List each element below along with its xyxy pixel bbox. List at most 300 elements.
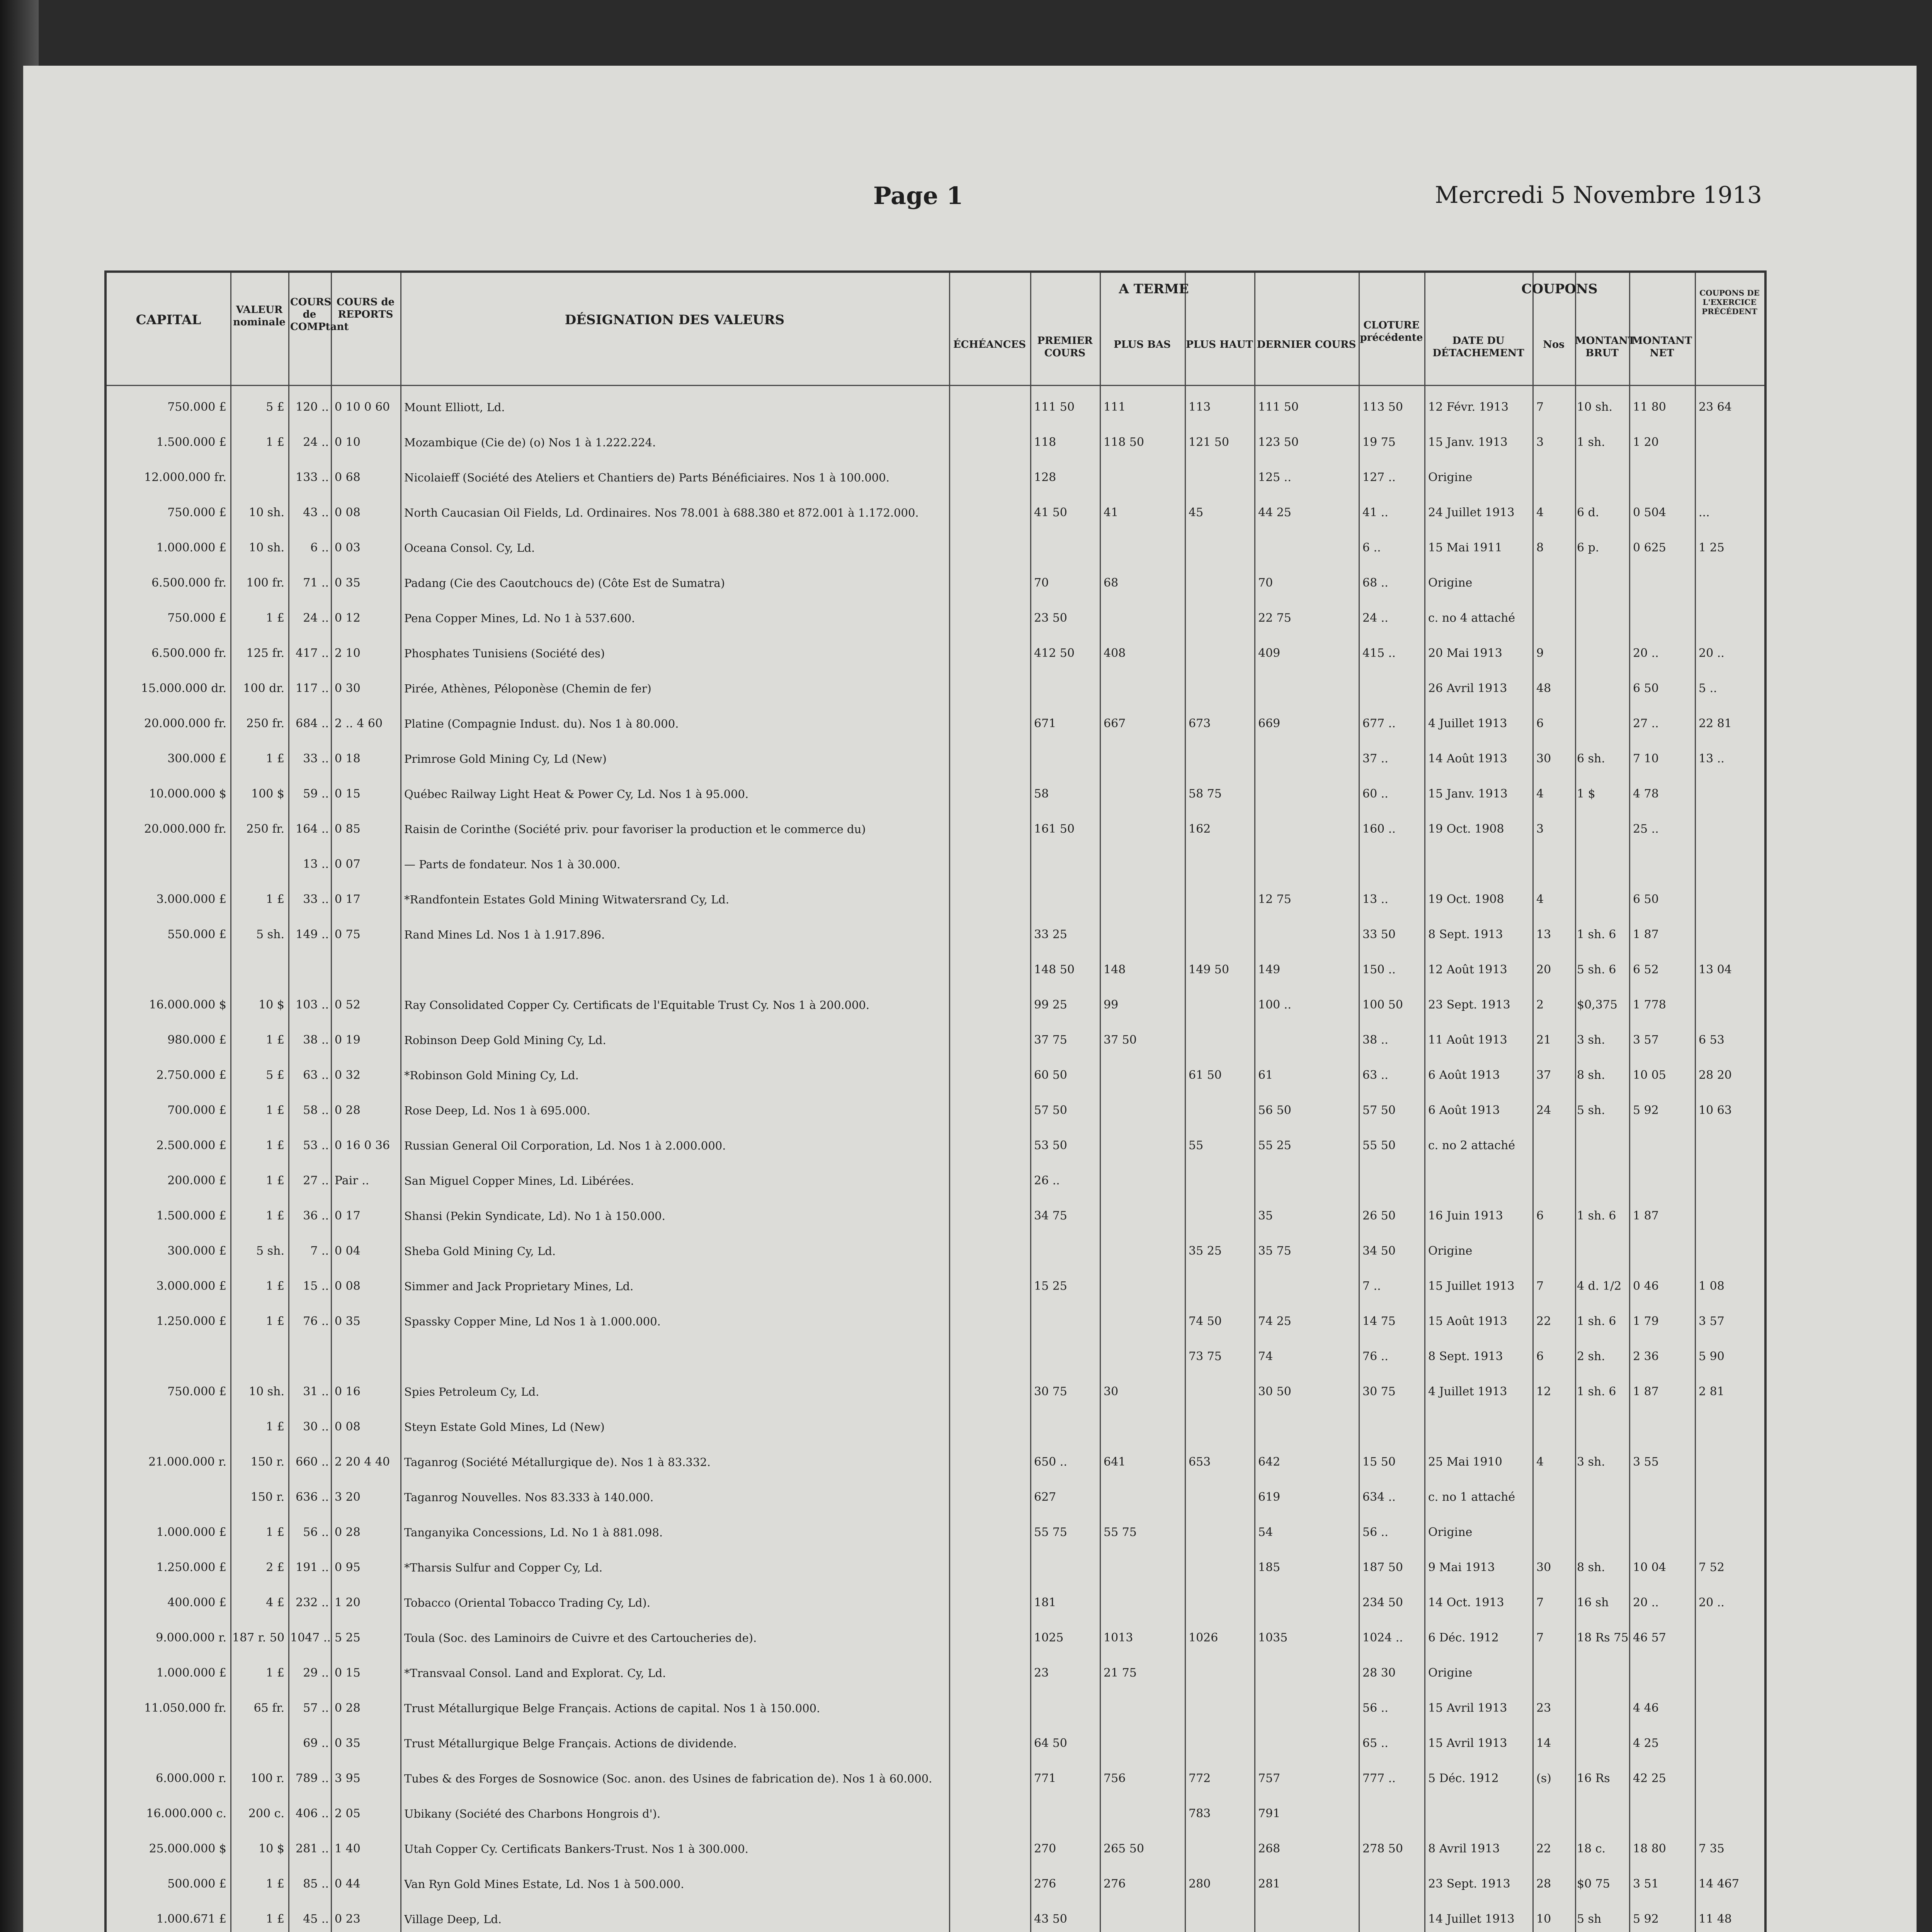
row-reports: 5 25 [335, 1631, 361, 1645]
row-prec: 1 08 [1699, 1279, 1725, 1293]
row-no: 13 [1536, 928, 1551, 941]
row-brut: 1 sh. 6 [1577, 1209, 1616, 1223]
row-cloture: 30 75 [1362, 1385, 1396, 1398]
row-nominal: 10 sh. [249, 1385, 284, 1398]
row-prec: 2 81 [1699, 1385, 1725, 1398]
row-capital: 6.000.000 r. [156, 1772, 226, 1785]
row-premier: 111 50 [1034, 400, 1075, 414]
row-no: 28 [1536, 1877, 1551, 1891]
row-bas: 41 [1104, 506, 1119, 519]
row-comp: 56 .. [303, 1526, 329, 1539]
row-reports: 0 85 [335, 822, 361, 836]
header-montant-net: MONTANT NET [1631, 335, 1692, 359]
row-cloture: 41 .. [1362, 506, 1388, 519]
row-dernier: 409 [1258, 646, 1281, 660]
row-capital: 1.000.671 £ [156, 1912, 226, 1926]
row-haut: 280 [1189, 1877, 1211, 1891]
row-premier: 53 50 [1034, 1139, 1067, 1152]
row-name: Phosphates Tunisiens (Société des) [404, 647, 605, 660]
row-nominal: 200 c. [248, 1807, 284, 1820]
page-number: Page 1 [873, 182, 963, 210]
row-name: Raisin de Corinthe (Société priv. pour favoriser la production et le commerce du) [404, 823, 866, 836]
row-date: 14 Août 1913 [1428, 752, 1507, 765]
row-brut: 1 sh. 6 [1577, 1315, 1616, 1328]
row-date: 15 Janv. 1913 [1428, 435, 1508, 449]
row-dernier: 100 .. [1258, 998, 1291, 1012]
row-capital: 20.000.000 fr. [144, 717, 226, 730]
col-divider [400, 273, 401, 1932]
row-nominal: 100 $ [251, 787, 284, 801]
row-reports: 0 17 [335, 1209, 361, 1223]
row-haut: 58 75 [1189, 787, 1222, 801]
row-comp: 1047 .. [290, 1631, 331, 1645]
row-capital: 300.000 £ [167, 752, 226, 765]
row-bas: 55 75 [1104, 1526, 1137, 1539]
row-reports: 0 44 [335, 1877, 361, 1891]
row-reports: 3 20 [335, 1490, 361, 1504]
row-brut: 2 sh. [1577, 1350, 1605, 1363]
row-no: 6 [1536, 1209, 1544, 1223]
row-name: Primrose Gold Mining Cy, Ld (New) [404, 752, 607, 765]
row-reports: Pair .. [335, 1174, 369, 1187]
row-no: 22 [1536, 1315, 1551, 1328]
row-name: Simmer and Jack Proprietary Mines, Ld. [404, 1280, 634, 1293]
row-nominal: 5 sh. [256, 928, 284, 941]
row-premier: 23 50 [1034, 611, 1067, 625]
row-dernier: 70 [1258, 576, 1273, 590]
row-name: *Transvaal Consol. Land and Explorat. Cy, Ld. [404, 1667, 666, 1680]
row-capital: 2.500.000 £ [156, 1139, 226, 1152]
row-reports: 0 28 [335, 1701, 361, 1715]
row-name: Ubikany (Société des Charbons Hongrois d'). [404, 1807, 661, 1820]
row-brut: 16 Rs [1577, 1772, 1610, 1785]
row-dernier: 1035 [1258, 1631, 1288, 1645]
row-bas: 21 75 [1104, 1666, 1137, 1680]
row-no: 7 [1536, 1596, 1544, 1609]
row-brut: 5 sh [1577, 1912, 1602, 1926]
row-name: Tobacco (Oriental Tobacco Trading Cy, Ld). [404, 1596, 650, 1609]
row-nominal: 150 r. [250, 1455, 284, 1469]
row-nominal: 100 fr. [246, 576, 284, 590]
row-reports: 0 17 [335, 893, 361, 906]
header-montant-brut: MONTANT BRUT [1575, 335, 1636, 359]
row-premier: 276 [1034, 1877, 1056, 1891]
row-reports: 3 95 [335, 1772, 361, 1785]
row-date: 19 Oct. 1908 [1428, 822, 1504, 836]
row-date: Origine [1428, 1666, 1473, 1680]
row-comp: 31 .. [303, 1385, 329, 1398]
row-comp: 63 .. [303, 1068, 329, 1082]
row-cloture: 100 50 [1362, 998, 1403, 1012]
row-bas: 68 [1104, 576, 1119, 590]
row-cloture: 234 50 [1362, 1596, 1403, 1609]
row-comp: 53 .. [303, 1139, 329, 1152]
row-net: 42 25 [1633, 1772, 1666, 1785]
row-dernier: 35 75 [1258, 1244, 1291, 1258]
col-divider [1100, 273, 1101, 1932]
row-premier: 57 50 [1034, 1104, 1067, 1117]
row-bas: 148 [1104, 963, 1126, 976]
row-comp: 59 .. [303, 787, 329, 801]
row-date: 25 Mai 1910 [1428, 1455, 1502, 1469]
col-divider [1254, 273, 1255, 1932]
row-nominal: 187 r. 50 [232, 1631, 285, 1645]
row-prec: 20 .. [1699, 1596, 1725, 1609]
row-cloture: 113 50 [1362, 400, 1403, 414]
row-dernier: 74 [1258, 1350, 1273, 1363]
row-capital: 20.000.000 fr. [144, 822, 226, 836]
row-brut: 1 sh. 6 [1577, 1385, 1616, 1398]
row-bas: 276 [1104, 1877, 1126, 1891]
row-date: 8 Sept. 1913 [1428, 1350, 1503, 1363]
row-premier: 60 50 [1034, 1068, 1067, 1082]
row-bas: 756 [1104, 1772, 1126, 1785]
row-cloture: 677 .. [1362, 717, 1396, 730]
row-name: *Randfontein Estates Gold Mining Witwatersrand Cy, Ld. [404, 893, 730, 906]
row-capital: 25.000.000 $ [149, 1842, 226, 1855]
row-nominal: 250 fr. [246, 717, 284, 730]
row-nominal: 1 £ [266, 435, 284, 449]
row-net: 20 .. [1633, 646, 1659, 660]
row-name: Trust Métallurgique Belge Français. Actions de dividende. [404, 1737, 737, 1750]
row-reports: 1 40 [335, 1842, 361, 1855]
header-capital: CAPITAL [136, 312, 201, 328]
row-cloture: 14 75 [1362, 1315, 1396, 1328]
row-net: 1 87 [1633, 1209, 1659, 1223]
row-date: 4 Juillet 1913 [1428, 1385, 1507, 1398]
row-haut: 772 [1189, 1772, 1211, 1785]
row-cloture: 56 .. [1362, 1701, 1388, 1715]
row-net: 1 20 [1633, 435, 1659, 449]
row-brut: 6 sh. [1577, 752, 1605, 765]
row-net: 18 80 [1633, 1842, 1666, 1855]
row-capital: 21.000.000 r. [148, 1455, 226, 1469]
row-net: 1 87 [1633, 1385, 1659, 1398]
row-nominal: 1 £ [266, 752, 284, 765]
row-dernier: 669 [1258, 717, 1281, 730]
row-prec: 10 63 [1699, 1104, 1732, 1117]
row-nominal: 5 £ [266, 1068, 284, 1082]
row-reports: 0 08 [335, 1420, 361, 1434]
row-capital: 12.000.000 fr. [144, 471, 226, 484]
row-comp: 406 .. [296, 1807, 329, 1820]
header-reports: COURS de REPORTS [336, 296, 395, 320]
row-no: 3 [1536, 435, 1544, 449]
row-premier: 43 50 [1034, 1912, 1067, 1926]
row-reports: 2 .. 4 60 [335, 717, 383, 730]
row-date: 15 Août 1913 [1428, 1315, 1507, 1328]
row-date: 20 Mai 1913 [1428, 646, 1502, 660]
row-name: Trust Métallurgique Belge Français. Actions de capital. Nos 1 à 150.000. [404, 1702, 820, 1715]
row-premier: 26 .. [1034, 1174, 1060, 1187]
row-prec: 1 25 [1699, 541, 1725, 554]
row-haut: 73 75 [1189, 1350, 1222, 1363]
row-cloture: 76 .. [1362, 1350, 1388, 1363]
row-name: Robinson Deep Gold Mining Cy, Ld. [404, 1034, 606, 1047]
row-cloture: 55 50 [1362, 1139, 1396, 1152]
row-brut: $0 75 [1577, 1877, 1610, 1891]
row-premier: 15 25 [1034, 1279, 1067, 1293]
row-nominal: 5 £ [266, 400, 284, 414]
col-divider [1030, 273, 1031, 1932]
row-reports: 0 28 [335, 1526, 361, 1539]
row-date: 9 Mai 1913 [1428, 1561, 1495, 1574]
row-haut: 74 50 [1189, 1315, 1222, 1328]
row-cloture: 150 .. [1362, 963, 1396, 976]
row-date: 12 Févr. 1913 [1428, 400, 1509, 414]
row-reports: 0 15 [335, 1666, 361, 1680]
row-net: 27 .. [1633, 717, 1659, 730]
row-nominal: 1 £ [266, 1420, 284, 1434]
row-capital: 980.000 £ [167, 1033, 226, 1047]
row-cloture: 187 50 [1362, 1561, 1403, 1574]
header-nominal: VALEUR nominale [233, 304, 286, 328]
row-name: Rand Mines Ld. Nos 1 à 1.917.896. [404, 928, 605, 941]
row-name: Van Ryn Gold Mines Estate, Ld. Nos 1 à 500.000. [404, 1878, 684, 1891]
row-cloture: 278 50 [1362, 1842, 1403, 1855]
row-comp: 417 .. [296, 646, 329, 660]
header-divider [107, 385, 1764, 386]
header-plus-haut: PLUS HAUT [1186, 339, 1253, 350]
row-cloture: 13 .. [1362, 893, 1388, 906]
row-date: 6 Août 1913 [1428, 1104, 1500, 1117]
row-nominal: 10 $ [259, 998, 284, 1012]
row-net: 25 .. [1633, 822, 1659, 836]
row-bas: 30 [1104, 1385, 1119, 1398]
row-haut: 149 50 [1189, 963, 1229, 976]
row-net: 46 57 [1633, 1631, 1666, 1645]
row-capital: 700.000 £ [167, 1104, 226, 1117]
row-name: Pirée, Athènes, Péloponèse (Chemin de fer) [404, 682, 651, 695]
row-comp: 24 .. [303, 435, 329, 449]
row-prec: 28 20 [1699, 1068, 1732, 1082]
row-capital: 11.050.000 fr. [144, 1701, 226, 1715]
row-comp: 71 .. [303, 576, 329, 590]
row-comp: 85 .. [303, 1877, 329, 1891]
row-brut: 6 d. [1577, 506, 1599, 519]
row-brut: 4 d. 1/2 [1577, 1279, 1622, 1293]
row-premier: 64 50 [1034, 1736, 1067, 1750]
row-net: 11 80 [1633, 400, 1666, 414]
row-reports: 0 30 [335, 682, 361, 695]
row-cloture: 65 .. [1362, 1736, 1388, 1750]
row-date: 19 Oct. 1908 [1428, 893, 1504, 906]
row-cloture: 37 .. [1362, 752, 1388, 765]
row-brut: 1 sh. 6 [1577, 928, 1616, 941]
row-reports: 2 10 [335, 646, 361, 660]
page-date: Mercredi 5 Novembre 1913 [1435, 182, 1762, 209]
row-reports: 0 12 [335, 611, 361, 625]
row-comp: 13 .. [303, 857, 329, 871]
row-net: 3 51 [1633, 1877, 1659, 1891]
row-nominal: 1 £ [266, 1104, 284, 1117]
row-nominal: 65 fr. [253, 1701, 284, 1715]
header-comptant: COURS de COMPtant [290, 296, 349, 333]
row-capital: 400.000 £ [167, 1596, 226, 1609]
row-capital: 1.500.000 £ [156, 435, 226, 449]
row-no: 10 [1536, 1912, 1551, 1926]
row-reports: 0 08 [335, 506, 361, 519]
row-comp: 164 .. [296, 822, 329, 836]
col-divider [1424, 273, 1425, 1932]
row-comp: 27 .. [303, 1174, 329, 1187]
row-bas: 111 [1104, 400, 1126, 414]
row-reports: 0 32 [335, 1068, 361, 1082]
row-nominal: 250 fr. [246, 822, 284, 836]
row-net: 5 92 [1633, 1912, 1659, 1926]
row-premier: 58 [1034, 787, 1049, 801]
row-cloture: 1024 .. [1362, 1631, 1403, 1645]
row-brut: 1 sh. [1577, 435, 1605, 449]
row-comp: 789 .. [296, 1772, 329, 1785]
row-premier: 99 25 [1034, 998, 1067, 1012]
col-divider [1185, 273, 1186, 1932]
row-comp: 6 .. [310, 541, 329, 554]
row-date: 6 Déc. 1912 [1428, 1631, 1499, 1645]
row-cloture: 127 .. [1362, 471, 1396, 484]
row-capital: 200.000 £ [167, 1174, 226, 1187]
row-dernier: 56 50 [1258, 1104, 1291, 1117]
row-date: 14 Juillet 1913 [1428, 1912, 1515, 1926]
row-comp: 29 .. [303, 1666, 329, 1680]
row-cloture: 38 .. [1362, 1033, 1388, 1047]
row-premier: 771 [1034, 1772, 1056, 1785]
header-designation: DÉSIGNATION DES VALEURS [565, 312, 785, 328]
row-no: 6 [1536, 1350, 1544, 1363]
row-net: 7 10 [1633, 752, 1659, 765]
row-date: 12 Août 1913 [1428, 963, 1507, 976]
row-brut: 5 sh. 6 [1577, 963, 1616, 976]
header-exercice-precedent: COUPONS DE L'EXERCICE PRÉCÉDENT [1699, 288, 1760, 316]
row-name: Mozambique (Cie de) (o) Nos 1 à 1.222.224. [404, 436, 656, 449]
row-prec: 23 64 [1699, 400, 1732, 414]
row-brut: 1 $ [1577, 787, 1595, 801]
row-date: 15 Juillet 1913 [1428, 1279, 1515, 1293]
row-date: Origine [1428, 1526, 1473, 1539]
row-date: 15 Avril 1913 [1428, 1701, 1507, 1715]
row-dernier: 35 [1258, 1209, 1273, 1223]
row-premier: 128 [1034, 471, 1056, 484]
row-reports: 0 10 0 60 [335, 400, 390, 414]
row-reports: 0 18 [335, 752, 361, 765]
row-cloture: 24 .. [1362, 611, 1388, 625]
row-name: Pena Copper Mines, Ld. No 1 à 537.600. [404, 612, 635, 625]
row-brut: 8 sh. [1577, 1068, 1605, 1082]
row-dernier: 185 [1258, 1561, 1281, 1574]
row-dernier: 61 [1258, 1068, 1273, 1082]
row-premier: 37 75 [1034, 1033, 1067, 1047]
row-no: 4 [1536, 787, 1544, 801]
row-cloture: 415 .. [1362, 646, 1396, 660]
row-comp: 58 .. [303, 1104, 329, 1117]
row-haut: 113 [1189, 400, 1211, 414]
row-comp: 24 .. [303, 611, 329, 625]
row-name: Sheba Gold Mining Cy, Ld. [404, 1245, 556, 1258]
row-haut: 55 [1189, 1139, 1204, 1152]
row-haut: 35 25 [1189, 1244, 1222, 1258]
row-no: 23 [1536, 1701, 1551, 1715]
col-divider [1575, 273, 1576, 1932]
row-prec: 11 48 [1699, 1912, 1732, 1926]
row-dernier: 123 50 [1258, 435, 1299, 449]
row-dernier: 22 75 [1258, 611, 1291, 625]
row-capital: 750.000 £ [167, 400, 226, 414]
row-premier: 148 50 [1034, 963, 1075, 976]
row-nominal: 5 sh. [256, 1244, 284, 1258]
row-name: Russian General Oil Corporation, Ld. Nos 1 à 2.000.000. [404, 1139, 726, 1152]
col-divider [1359, 273, 1360, 1932]
row-reports: 0 07 [335, 857, 361, 871]
row-date: 15 Mai 1911 [1428, 541, 1502, 554]
row-name: Oceana Consol. Cy, Ld. [404, 541, 535, 554]
col-divider [288, 273, 289, 1932]
row-haut: 121 50 [1189, 435, 1229, 449]
row-reports: 0 68 [335, 471, 361, 484]
row-prec: ... [1699, 506, 1710, 519]
row-brut: 18 Rs 75 [1577, 1631, 1629, 1645]
row-dernier: 74 25 [1258, 1315, 1291, 1328]
row-comp: 30 .. [303, 1420, 329, 1434]
header-echeances: ÉCHÉANCES [953, 339, 1026, 350]
row-comp: 76 .. [303, 1315, 329, 1328]
row-premier: 671 [1034, 717, 1056, 730]
row-net: 6 50 [1633, 682, 1659, 695]
row-name: — Parts de fondateur. Nos 1 à 30.000. [404, 858, 621, 871]
row-net: 0 46 [1633, 1279, 1659, 1293]
row-no: 4 [1536, 506, 1544, 519]
row-no: 37 [1536, 1068, 1551, 1082]
row-bas: 667 [1104, 717, 1126, 730]
row-reports: 0 52 [335, 998, 361, 1012]
row-dernier: 642 [1258, 1455, 1281, 1469]
row-capital: 1.000.000 £ [156, 541, 226, 554]
col-divider [1532, 273, 1534, 1932]
row-brut: 3 sh. [1577, 1033, 1605, 1047]
row-prec: 7 52 [1699, 1561, 1725, 1574]
row-capital: 16.000.000 $ [149, 998, 226, 1012]
row-nominal: 150 r. [250, 1490, 284, 1504]
row-date: 4 Juillet 1913 [1428, 717, 1507, 730]
row-comp: 45 .. [303, 1912, 329, 1926]
header-plus-bas: PLUS BAS [1114, 339, 1171, 350]
row-no: 48 [1536, 682, 1551, 695]
row-capital: 15.000.000 dr. [141, 682, 226, 695]
row-nominal: 1 £ [266, 1877, 284, 1891]
row-nominal: 1 £ [266, 611, 284, 625]
row-comp: 281 .. [296, 1842, 329, 1855]
header-premier: PREMIER COURS [1037, 335, 1093, 359]
header-cloture: CLOTURE précédente [1360, 320, 1423, 344]
row-brut: 10 sh. [1577, 400, 1612, 414]
row-date: c. no 4 attaché [1428, 611, 1515, 625]
row-comp: 33 .. [303, 893, 329, 906]
row-premier: 23 [1034, 1666, 1049, 1680]
row-dernier: 281 [1258, 1877, 1281, 1891]
row-name: Ray Consolidated Copper Cy. Certificats de l'Equitable Trust Cy. Nos 1 à 200.000. [404, 998, 870, 1012]
row-premier: 650 .. [1034, 1455, 1067, 1469]
row-nominal: 1 £ [266, 1139, 284, 1152]
row-name: San Miguel Copper Mines, Ld. Libérées. [404, 1174, 634, 1187]
row-comp: 636 .. [296, 1490, 329, 1504]
row-name: Mount Elliott, Ld. [404, 401, 505, 414]
row-name: Taganrog (Société Métallurgique de). Nos 1 à 83.332. [404, 1456, 711, 1469]
row-bas: 37 50 [1104, 1033, 1137, 1047]
row-nominal: 125 fr. [246, 646, 284, 660]
row-cloture: 60 .. [1362, 787, 1388, 801]
row-date: c. no 1 attaché [1428, 1490, 1515, 1504]
row-cloture: 56 .. [1362, 1526, 1388, 1539]
row-comp: 7 .. [310, 1244, 329, 1258]
